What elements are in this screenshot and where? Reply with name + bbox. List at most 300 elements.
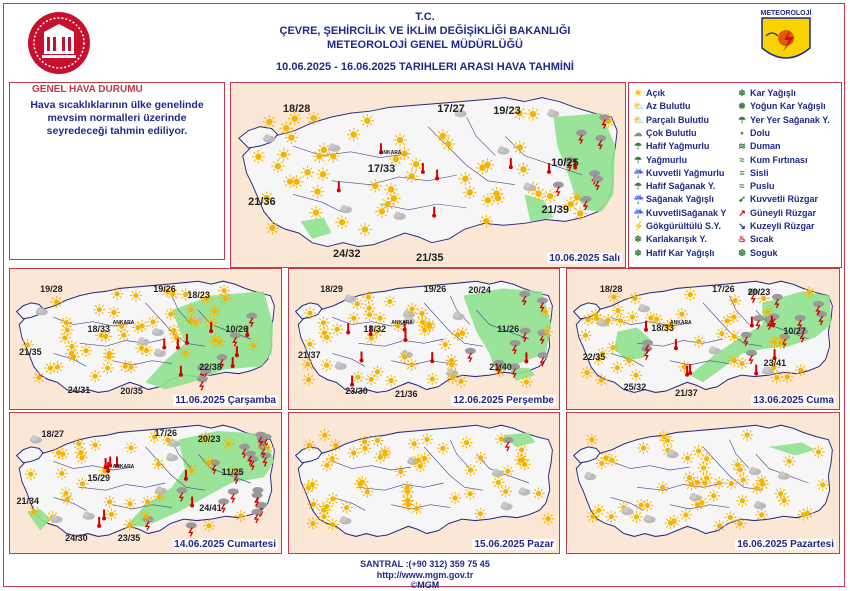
turkey-map	[289, 413, 559, 553]
day-label: 12.06.2025 Perşembe	[453, 395, 554, 406]
thunderstorm-icon	[186, 522, 197, 536]
sun-icon	[751, 482, 763, 494]
temperature-label: 21/36	[394, 389, 418, 400]
footer-copyright: ©MGM	[410, 580, 440, 590]
sun-icon	[612, 304, 624, 316]
temperature-label: 21/40	[489, 361, 512, 372]
sun-icon	[517, 163, 530, 176]
sun-icon	[57, 448, 69, 460]
thunderstorm-icon	[197, 376, 208, 390]
legend-label: Yağmurlu	[646, 154, 688, 165]
sun-icon	[277, 148, 290, 161]
sun-icon	[318, 511, 330, 523]
sun-icon	[587, 510, 599, 522]
sun-icon	[544, 189, 557, 202]
sun-icon: ☀	[633, 88, 643, 98]
legend-item	[633, 115, 709, 125]
temperature-label: 21/34	[16, 495, 39, 506]
legend-label: Kuvvetli Yağmurlu	[646, 167, 725, 178]
map-panel-day-6	[288, 412, 560, 554]
sun-icon	[629, 292, 641, 304]
sun-icon	[623, 355, 635, 367]
sun-icon	[341, 501, 353, 513]
sun-icon	[812, 446, 824, 458]
sun-icon	[405, 170, 418, 183]
legend-label: Karlakarışık Y.	[646, 234, 707, 245]
day-label: 10.06.2025 Salı	[549, 253, 620, 264]
sun-icon	[729, 294, 741, 306]
north-wind-icon: ↘	[738, 221, 746, 231]
sun-icon	[605, 511, 617, 523]
sun-icon	[817, 479, 829, 491]
sun-icon	[101, 362, 113, 374]
smoke-icon: ≋	[738, 141, 746, 152]
sun-icon	[318, 327, 330, 339]
sun-icon	[774, 336, 786, 348]
temperature-label: 11/25	[221, 466, 244, 477]
mist-icon: ≈	[739, 181, 745, 192]
sun-icon	[409, 158, 422, 171]
sun-icon	[416, 316, 428, 328]
sun-icon	[406, 303, 418, 315]
city-label: ANKARA	[391, 320, 413, 327]
sun-icon	[460, 436, 472, 448]
legend-item	[633, 88, 665, 98]
sun-icon	[492, 476, 504, 488]
sun-icon	[626, 311, 638, 323]
map-panel-day-2	[9, 268, 282, 410]
sun-icon	[66, 340, 78, 352]
day-label: 14.06.2025 Cumartesi	[174, 539, 276, 550]
sun-icon	[682, 452, 694, 464]
sun-icon	[165, 308, 177, 320]
sun-icon	[570, 191, 583, 204]
sun-icon	[611, 362, 623, 374]
sun-icon	[421, 433, 433, 445]
sun-icon	[459, 172, 472, 185]
sun-icon	[304, 338, 316, 350]
temperature-label: 20/23	[747, 286, 771, 297]
sun-icon	[607, 342, 619, 354]
sun-icon	[658, 431, 670, 443]
sun-icon	[803, 286, 815, 298]
sun-icon	[725, 477, 737, 489]
sun-icon	[515, 444, 527, 456]
sun-icon	[103, 351, 115, 363]
legend-item	[737, 128, 770, 138]
sun-icon	[475, 452, 487, 464]
sun-icon	[358, 223, 371, 236]
sun-icon	[89, 370, 101, 382]
sun-icon	[532, 487, 544, 499]
sun-icon	[290, 175, 303, 188]
sun-icon	[502, 465, 514, 477]
sun-icon	[474, 508, 486, 520]
cloud-icon: ☁	[633, 127, 643, 138]
local-shower-icon: ☂	[737, 114, 747, 125]
sun-icon	[321, 459, 333, 471]
general-forecast-title: GENEL HAVA DURUMU	[32, 84, 143, 95]
temperature-label: 23/30	[345, 386, 368, 397]
city-label: ANKARA	[670, 320, 692, 327]
sun-icon	[33, 371, 45, 383]
sun-icon	[321, 359, 333, 371]
footer-url[interactable]: http://www.mgm.gov.tr	[376, 570, 474, 580]
map-panel-day-3	[288, 268, 560, 410]
sun-icon	[693, 335, 705, 347]
south-wind-icon: ↗	[738, 207, 746, 218]
sun-icon	[641, 499, 653, 511]
general-forecast-text: Hava sıcaklıklarının ülke genelinde mevsim normalleri üzerinde seyredeceği tahmin ediliyor.	[30, 99, 204, 137]
temperature-label: 21/37	[298, 350, 321, 361]
sun-icon	[734, 518, 746, 530]
temperature-label: 21/36	[248, 196, 276, 209]
sun-icon	[307, 498, 319, 510]
day-label: 15.06.2025 Pazar	[474, 539, 554, 550]
sun-icon	[108, 306, 120, 318]
sun-icon	[327, 518, 339, 530]
turkey-map	[567, 413, 839, 553]
sandstorm-icon: ≈	[739, 154, 745, 165]
legend-item	[633, 155, 687, 165]
sun-icon	[736, 495, 748, 507]
legend-item	[633, 128, 697, 138]
sun-icon	[316, 167, 329, 180]
legend-box	[628, 82, 842, 268]
sun-icon	[692, 445, 704, 457]
temperature-label: 18/27	[41, 429, 64, 440]
legend-item	[737, 221, 815, 231]
sun-icon	[464, 464, 476, 476]
sun-icon	[678, 361, 690, 373]
cloud-icon	[344, 294, 356, 303]
sun-icon	[442, 137, 455, 150]
sun-icon	[449, 492, 461, 504]
temperature-label: 10/27	[783, 325, 806, 336]
header-date-range: 10.06.2025 - 16.06.2025 TARIHLERI ARASI HAVA TAHMİNİ	[276, 61, 574, 73]
temperature-label: 10/25	[551, 157, 579, 170]
cold-icon: ❆	[738, 247, 746, 258]
legend-label: Yoğun Kar Yağışlı	[750, 101, 826, 112]
sun-icon	[104, 496, 116, 508]
sun-icon	[582, 314, 594, 326]
sun-icon	[697, 462, 709, 474]
sun-icon	[61, 324, 73, 336]
temperature-label: 17/26	[712, 283, 735, 294]
sun-icon	[436, 129, 449, 142]
sun-icon	[371, 434, 383, 446]
sun-icon	[28, 506, 40, 518]
sun-icon	[596, 457, 608, 469]
legend-label: Duman	[750, 141, 781, 152]
legend-item	[633, 141, 709, 151]
legend-label: Yer Yer Sağanak Y.	[750, 114, 830, 125]
sun-icon	[248, 339, 260, 351]
sun-icon	[262, 441, 274, 453]
legend-label: KuvvetliSağanak Y	[646, 207, 727, 218]
legend-item	[737, 248, 778, 258]
sun-icon	[321, 500, 333, 512]
sun-icon	[213, 336, 225, 348]
temperature-label: 17/27	[437, 103, 465, 116]
sun-icon	[93, 303, 105, 315]
sun-icon	[581, 367, 593, 379]
legend-label: Az Bulutlu	[646, 101, 691, 112]
legend-label: Kuzeyli Rüzgar	[750, 221, 815, 231]
sun-icon	[385, 374, 397, 386]
sun-icon	[361, 114, 374, 127]
temperature-label: 24/31	[67, 385, 91, 395]
heavy-rain-icon: ☔	[633, 167, 645, 178]
sun-icon	[208, 305, 220, 317]
sun-icon	[731, 459, 743, 471]
sun-icon	[463, 186, 476, 199]
sun-icon	[495, 433, 507, 445]
sun-icon	[311, 185, 324, 198]
sun-icon	[124, 498, 136, 510]
sun-icon	[319, 429, 331, 441]
sun-icon	[737, 474, 749, 486]
sun-icon	[395, 466, 407, 478]
sun-icon	[65, 347, 77, 359]
temperature-label: 20/24	[468, 285, 491, 296]
temperature-label: 21/35	[416, 252, 444, 265]
snow-icon: ❄	[738, 88, 746, 98]
sun-icon	[362, 291, 374, 303]
temperature-label: 24/41	[199, 503, 222, 513]
sun-icon	[713, 477, 725, 489]
sun-icon	[755, 509, 767, 521]
legend-item	[737, 88, 796, 98]
cloud-icon	[30, 435, 42, 444]
sun-icon	[657, 481, 669, 493]
sun-icon	[696, 496, 708, 508]
legend-item	[737, 115, 830, 125]
day-label: 16.06.2025 Pazartesi	[737, 539, 834, 550]
header-directorate: METEOROLOJİ GENEL MÜDÜRLÜĞÜ	[327, 39, 523, 51]
sun-icon	[797, 509, 809, 521]
sun-icon	[365, 373, 377, 385]
sun-icon	[756, 475, 768, 487]
sun-icon	[302, 482, 314, 494]
legend-item	[633, 221, 721, 231]
sun-icon	[387, 192, 400, 205]
sun-icon	[541, 326, 553, 338]
sun-icon	[439, 338, 451, 350]
legend-label: Puslu	[750, 181, 775, 192]
sun-icon	[309, 206, 322, 219]
legend-label: Sisli	[750, 167, 769, 178]
temperature-label: 23/41	[763, 357, 787, 368]
temperature-label: 22/35	[582, 351, 606, 362]
sun-icon	[307, 517, 319, 529]
temperature-label: 18/33	[87, 324, 110, 335]
temperature-label: 20/35	[120, 386, 143, 397]
sun-icon	[279, 122, 292, 135]
sun-icon	[724, 511, 736, 523]
sun-icon	[130, 289, 142, 301]
sun-icon	[363, 309, 375, 321]
sun-icon	[142, 496, 154, 508]
sun-icon	[384, 295, 396, 307]
legend-label: Hafif Kar Yağışlı	[646, 247, 715, 258]
sun-icon	[136, 320, 148, 332]
sun-icon	[684, 288, 696, 300]
sun-icon	[105, 508, 117, 520]
sun-icon	[481, 194, 494, 207]
sun-icon	[602, 314, 614, 326]
sun-icon	[393, 133, 406, 146]
sun-icon	[542, 513, 554, 525]
sun-icon	[374, 312, 386, 324]
sun-icon	[781, 371, 793, 383]
sun-icon	[426, 373, 438, 385]
sun-cloud-icon: ⛅	[633, 114, 645, 125]
legend-label: Hafif Yağmurlu	[646, 141, 710, 152]
sun-icon	[285, 131, 298, 144]
sun-icon	[683, 472, 695, 484]
light-rain-icon: ☂	[633, 141, 643, 152]
sun-icon	[147, 316, 159, 328]
sun-icon	[500, 485, 512, 497]
temperature-label: 22/38	[199, 361, 222, 372]
sun-icon	[153, 491, 165, 503]
sun-icon	[716, 328, 728, 340]
temperature-label: 24/32	[333, 248, 361, 261]
sun-icon	[266, 221, 279, 234]
heavy-shower-icon: ☔	[633, 207, 645, 218]
sun-icon	[301, 166, 314, 179]
sun-icon	[330, 439, 342, 451]
sun-icon	[490, 187, 503, 200]
map-panel-day-1	[230, 82, 626, 268]
sun-icon	[359, 442, 371, 454]
sun-icon	[59, 332, 71, 344]
temperature-label: 19/28	[40, 283, 63, 294]
sun-icon	[361, 486, 373, 498]
sun-icon	[774, 487, 786, 499]
legend-item	[633, 248, 714, 258]
legend-label: Dolu	[750, 127, 770, 138]
legend-item	[737, 234, 774, 244]
legend-label: Sağanak Yağışlı	[646, 194, 714, 205]
legend-item	[737, 141, 781, 151]
sun-icon	[614, 315, 626, 327]
map-panel-day-5	[9, 412, 282, 554]
legend-label: Açık	[646, 88, 666, 98]
legend-item	[737, 101, 826, 111]
legend-label: Güneyli Rüzgar	[750, 207, 817, 218]
legend-item	[737, 181, 775, 191]
legend-item	[737, 194, 818, 204]
sun-icon	[317, 317, 329, 329]
city-label: ANKARA	[112, 464, 135, 471]
temperature-label: 10/26	[225, 324, 249, 335]
sun-icon	[685, 478, 697, 490]
legend-item	[633, 194, 714, 204]
sun-icon	[80, 345, 92, 357]
sun-small-cloud-icon: ⛅	[633, 101, 645, 112]
sun-icon	[347, 128, 360, 141]
sun-icon	[185, 303, 197, 315]
sun-icon	[783, 455, 795, 467]
strong-wind-icon: ➶	[738, 194, 746, 205]
sun-icon	[313, 150, 326, 163]
legend-label: Parçalı Bulutlu	[646, 114, 710, 125]
sun-icon	[326, 453, 338, 465]
sleet-icon: ❄	[634, 234, 642, 245]
sun-icon	[419, 452, 431, 464]
sun-icon	[406, 359, 418, 371]
sun-icon	[457, 327, 469, 339]
sun-icon	[222, 438, 234, 450]
sun-icon	[532, 187, 545, 200]
temperature-label: 18/23	[187, 289, 210, 300]
sun-icon	[124, 518, 136, 530]
sun-icon	[586, 434, 598, 446]
temperature-label: 17/33	[367, 163, 396, 176]
legend-label: Çok Bulutlu	[646, 127, 697, 138]
temperature-label: 18/33	[651, 322, 674, 333]
sun-icon	[56, 467, 68, 479]
sun-icon	[203, 456, 215, 468]
sun-icon	[140, 510, 152, 522]
sun-icon	[595, 374, 607, 386]
legend-label: Kum Fırtınası	[750, 154, 808, 165]
legend-item	[633, 181, 715, 191]
sun-icon	[371, 366, 383, 378]
sun-icon	[304, 307, 316, 319]
temperature-label: 25/32	[623, 382, 647, 393]
sun-icon	[50, 296, 62, 308]
rain-icon: ☂	[633, 154, 643, 165]
map-panel-day-4	[566, 268, 840, 410]
general-forecast-box	[9, 82, 225, 260]
sun-icon	[481, 158, 494, 171]
legend-label: Kuvvetli Rüzgar	[750, 194, 819, 205]
sun-icon	[89, 439, 101, 451]
legend-item	[633, 168, 724, 178]
city-label: ANKARA	[112, 320, 135, 327]
sun-icon	[741, 429, 753, 441]
header-tc: T.C.	[415, 11, 435, 23]
temperature-label: 15/29	[87, 472, 110, 483]
legend-item	[633, 101, 691, 111]
sun-icon	[303, 374, 315, 386]
sun-icon	[668, 515, 680, 527]
hot-icon: ♨	[737, 234, 747, 245]
sun-icon	[513, 141, 526, 154]
sun-icon	[736, 357, 748, 369]
temperature-label: 19/26	[153, 283, 176, 294]
temperature-label: 19/23	[493, 105, 521, 118]
sun-icon	[637, 442, 649, 454]
city-label: ANKARA	[379, 149, 402, 156]
sun-icon	[778, 494, 790, 506]
sun-icon	[348, 447, 360, 459]
sun-icon	[680, 509, 692, 521]
temperature-label: 23/35	[117, 533, 141, 544]
sun-icon	[676, 308, 688, 320]
sun-icon	[375, 205, 388, 218]
day-label: 13.06.2025 Cuma	[753, 395, 834, 406]
sun-icon	[203, 520, 215, 532]
sun-icon	[379, 448, 391, 460]
temperature-label: 18/28	[599, 283, 623, 294]
fog-icon: ≡	[739, 167, 745, 178]
sun-icon	[111, 288, 123, 300]
sun-icon	[271, 159, 284, 172]
